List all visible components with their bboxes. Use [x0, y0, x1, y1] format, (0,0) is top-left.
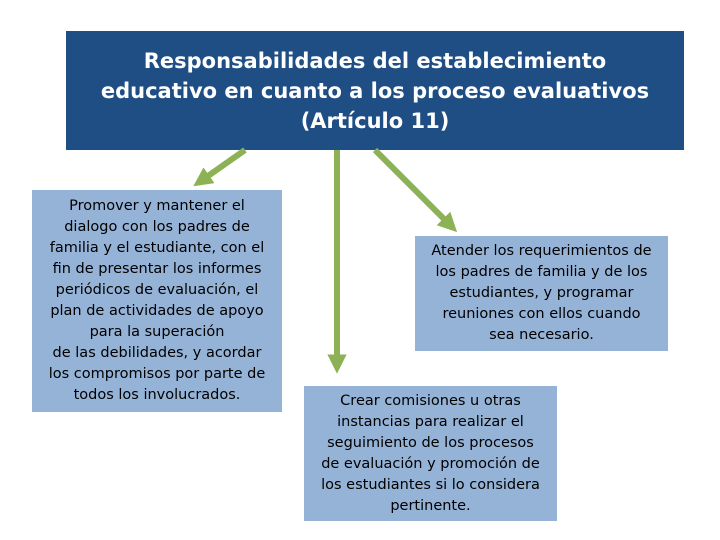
responsibility-box-requests: [415, 236, 668, 351]
responsibility-text-requests: Atender los requerimientos de los padres de familia y de los estudiantes, y programar reuniones con ellos cuando sea necesario.: [431, 243, 652, 343]
responsibility-text-commissions: Crear comisiones u otras instancias para realizar el seguimiento de los procesos de evaluación y promoción de los estudiantes si lo considera pertinente.: [321, 392, 540, 514]
diagram-title-box: [66, 31, 684, 150]
diagram-title: Responsabilidades del establecimiento educativo en cuanto a los proceso evaluativos (Artículo 11): [100, 48, 650, 133]
responsibility-text-dialogue: Promover y mantener el dialogo con los padres de familia y el estudiante, con el fin de presentar los informes periódicos de evaluación, el plan de actividades de apoyo para la superación de las debilidades, y acordar los compromisos por parte de todos los involucrados.: [48, 198, 266, 403]
responsibility-box-dialogue: [32, 190, 282, 412]
arrow-to-left-box: [198, 150, 245, 183]
arrow-to-right-box: [375, 150, 453, 228]
responsibility-box-commissions: [304, 386, 557, 521]
